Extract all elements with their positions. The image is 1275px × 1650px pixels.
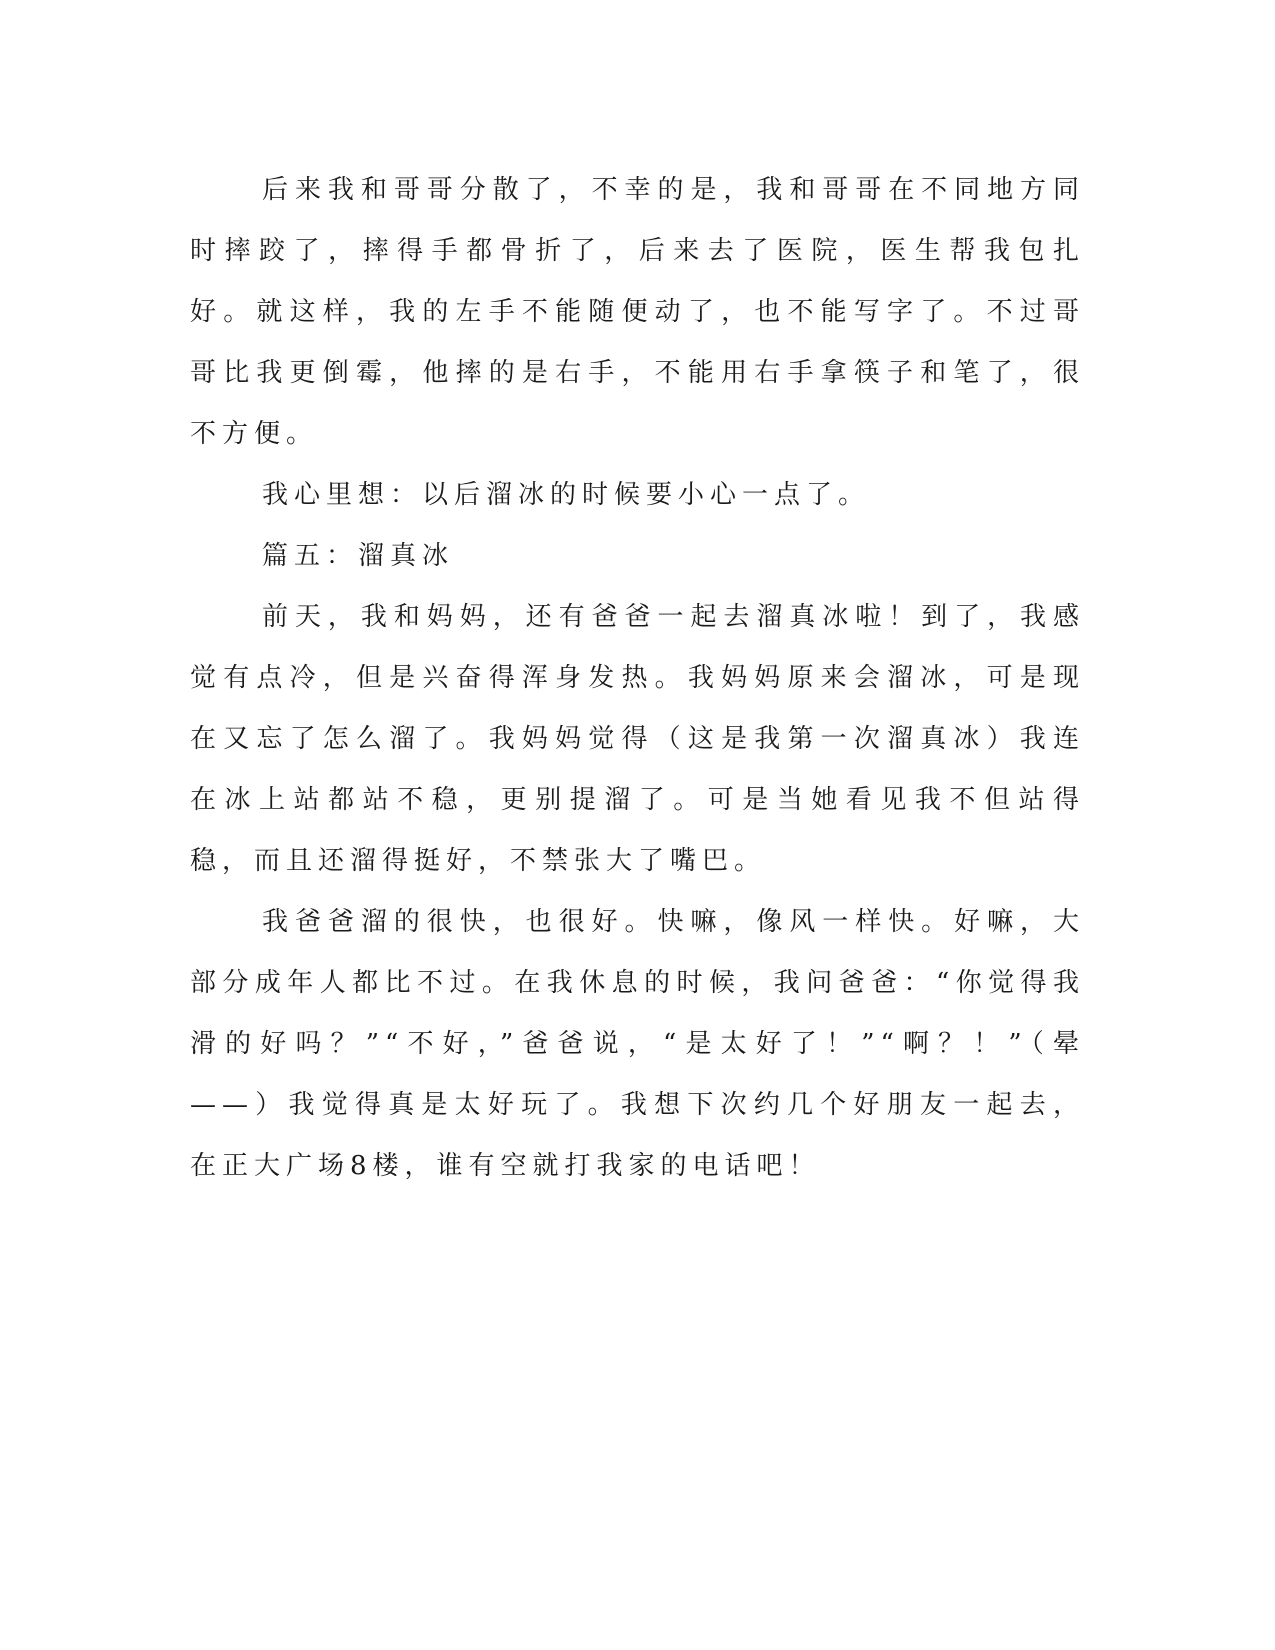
section-heading: 篇五：溜真冰 — [262, 541, 455, 571]
paragraph-skating-trip: 前天，我和妈妈，还有爸爸一起去溜真冰啦！到了，我感觉有点冷，但是兴奋得浑身发热。我妈妈原来会溜冰，可是现在又忘了怎么溜了。我妈妈觉得（这是我第一次溜真冰）我连在冰上站都站不稳，更别提溜了。可是当她看见我不但站得稳，而且还溜得挺好，不禁张大了嘴巴。 — [190, 602, 1085, 876]
document-body — [190, 160, 1085, 1197]
paragraph-dad-skating: 我爸爸溜的很快，也很好。快嘛，像风一样快。好嘛，大部分成年人都比不过。在我休息的时候，我问爸爸：“你觉得我滑的好吗？”“不好，”爸爸说，“是太好了！”“啊？！”（晕——）我觉得真是太好玩了。我想下次约几个好朋友一起去，在正大广场8楼，谁有空就打我家的电话吧！ — [190, 907, 1085, 1181]
paragraph-hospital: 后来我和哥哥分散了，不幸的是，我和哥哥在不同地方同时摔跤了，摔得手都骨折了，后来去了医院，医生帮我包扎好。就这样，我的左手不能随便动了，也不能写字了。不过哥哥比我更倒霉，他摔的是右手，不能用右手拿筷子和笔了，很不方便。 — [190, 175, 1085, 449]
paragraph-reflection: 我心里想：以后溜冰的时候要小心一点了。 — [262, 480, 871, 510]
